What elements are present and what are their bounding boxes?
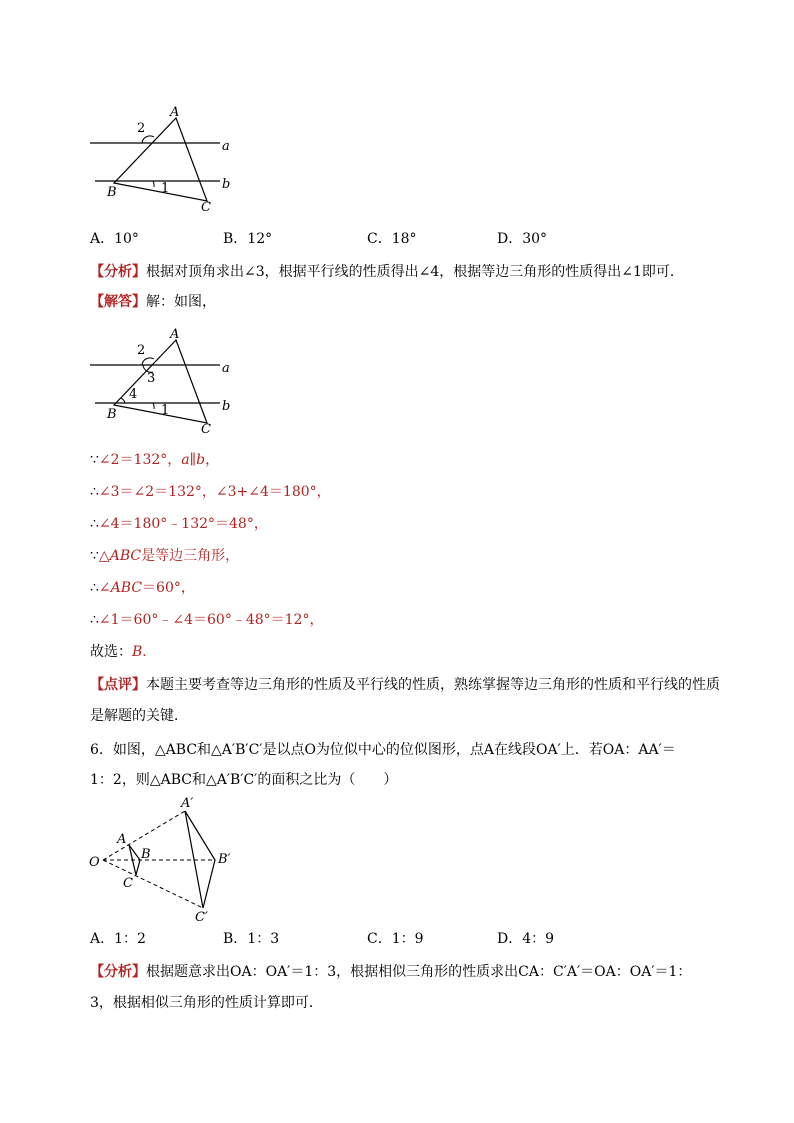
figure-triangle-parallel-lines: [85, 100, 285, 215]
angle-3-label: 3: [147, 371, 156, 386]
step-1: [90, 450, 219, 470]
label-B: B: [107, 185, 117, 200]
step-text-italic: ABC: [109, 548, 142, 564]
label-O: O: [89, 855, 100, 870]
angle-1-label: 1: [161, 181, 170, 196]
analysis-tag: 【分析】: [90, 264, 146, 280]
label-C: C: [201, 422, 211, 437]
therefore-symbol: ∴: [90, 484, 99, 500]
analysis-text: 根据对顶角求出∠3，根据平行线的性质得出∠4，根据等边三角形的性质得出∠1即可．: [146, 264, 684, 280]
step-text: ，: [205, 452, 220, 468]
label-A: A: [170, 105, 180, 120]
step-text: ∠4＝180°﹣132°＝48°，: [98, 516, 268, 532]
angle-2-label: 2: [137, 343, 146, 358]
option-c: C．1：9: [367, 931, 424, 947]
option-c: C．18°: [367, 231, 417, 247]
label-A-prime: A′: [181, 796, 194, 811]
step-2: [90, 482, 331, 502]
question-6-line-1: 6．如图，△ABC和△A′B′C′是以点O为位似中心的位似图形，点A在线段OA′上．若OA：AA′＝: [90, 742, 676, 758]
choose-line: [90, 642, 156, 662]
comment-text: 本题主要考查等边三角形的性质及平行线的性质，熟练掌握等边三角形的性质和平行线的性质: [146, 677, 720, 693]
therefore-symbol: ∴: [90, 612, 99, 628]
option-d: D．30°: [497, 231, 548, 247]
label-B: B: [107, 407, 117, 422]
angle-1-label: 1: [161, 403, 170, 418]
choose-end: ．: [142, 644, 157, 660]
figure-solution-angles: [85, 322, 285, 437]
line-b-label: b: [222, 399, 231, 414]
answer-1: [90, 292, 216, 312]
option-a: A．1：2: [90, 931, 146, 947]
analysis-2-line-2: 3，根据相似三角形的性质计算即可．: [90, 995, 323, 1011]
line-b-label: b: [222, 177, 231, 192]
answer-text: 解：如图，: [146, 294, 216, 310]
label-B: B: [141, 847, 151, 862]
because-symbol: ∵: [90, 452, 99, 468]
step-text: △: [98, 548, 110, 564]
label-C-prime: C′: [195, 910, 208, 923]
step-text: ∠1＝60°﹣∠4＝60°﹣48°＝12°，: [98, 612, 324, 628]
question-6-line-2: 1：2，则△ABC和△A′B′C′的面积之比为（ ）: [90, 772, 398, 788]
answer-tag: 【解答】: [90, 294, 146, 310]
step-text: ∠2＝132°，: [98, 452, 182, 468]
label-A: A: [170, 327, 180, 342]
analysis-tag: 【分析】: [90, 964, 146, 980]
analysis-text: 根据题意求出OA：OA′＝1：3，根据相似三角形的性质求出CA：C′A′＝OA：OA′＝1：: [146, 964, 692, 980]
label-B-prime: B′: [218, 852, 231, 867]
step-text-italic: ABC: [110, 580, 143, 596]
step-text-italic: a∥b: [181, 452, 206, 468]
figure-homothety: [85, 793, 255, 923]
therefore-symbol: ∴: [90, 580, 99, 596]
therefore-symbol: ∴: [90, 516, 99, 532]
step-6: [90, 610, 323, 630]
comment-line-2: [90, 706, 188, 726]
comment-line-1: [90, 675, 720, 695]
label-A: A: [117, 832, 127, 847]
line-a-label: a: [222, 139, 230, 154]
step-4: [90, 546, 239, 566]
step-text: ＝60°，: [142, 580, 195, 596]
analysis-2-line-1: [90, 962, 691, 982]
option-b: B．12°: [223, 231, 273, 247]
line-a-label: a: [222, 361, 230, 376]
choose-answer: B: [132, 644, 143, 660]
choose-label: 故选：: [90, 644, 132, 660]
angle-2-label: 2: [137, 121, 146, 136]
label-C: C: [123, 876, 133, 891]
step-text: ∠3＝∠2＝132°，∠3+∠4＝180°，: [98, 484, 331, 500]
comment-tag: 【点评】: [90, 677, 146, 693]
option-a: A．10°: [90, 231, 139, 247]
step-5: [90, 578, 195, 598]
step-text: 是等边三角形，: [141, 548, 240, 564]
because-symbol: ∵: [90, 548, 99, 564]
analysis-1: [90, 262, 684, 282]
comment-text: 是解题的关键．: [90, 708, 188, 724]
step-text: ∠: [98, 580, 111, 596]
angle-4-label: 4: [129, 387, 138, 402]
option-b: B．1：3: [223, 931, 280, 947]
label-C: C: [201, 200, 211, 215]
step-3: [90, 514, 268, 534]
option-d: D．4：9: [497, 931, 555, 947]
